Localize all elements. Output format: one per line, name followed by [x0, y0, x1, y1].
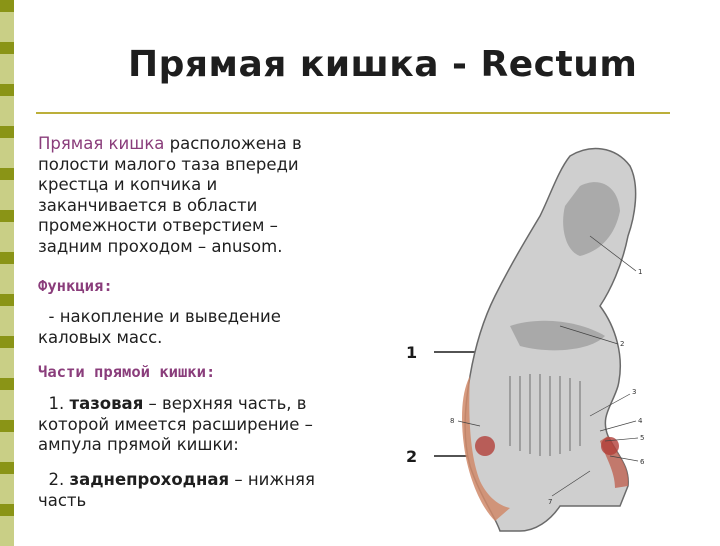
part-2-description: – нижняя часть — [38, 470, 315, 510]
figure-label-1: 1 — [406, 343, 418, 362]
slide-title: Прямая кишка - Rectum — [128, 44, 638, 85]
small-label: 8 — [450, 417, 455, 425]
figure-label-2: 2 — [406, 447, 418, 466]
parts-heading: Части прямой кишки: — [38, 363, 216, 381]
intro-lead: Прямая кишка — [38, 134, 165, 153]
small-label: 3 — [632, 388, 637, 396]
small-label: 7 — [548, 498, 553, 506]
small-label: 2 — [620, 340, 625, 348]
small-label: 5 — [640, 434, 645, 442]
rectum-anatomy-illustration — [440, 126, 680, 540]
part-2-number: 2. — [48, 470, 70, 489]
intro-text: расположена в полости малого таза впереди крестца и копчика и заканчивается в области промежности отверстием – задним проходом – anusom. — [38, 134, 302, 256]
part-2-term: заднепроходная — [69, 470, 230, 489]
part-1-number: 1. — [48, 394, 70, 413]
small-label: 1 — [638, 268, 643, 276]
small-label: 6 — [640, 458, 645, 466]
function-heading: Функция: — [38, 277, 113, 295]
sphincter-left — [475, 436, 495, 456]
part-1-description: – верхняя часть, в которой имеется расширение – ампула прямой кишки: — [38, 394, 313, 454]
part-1-term: тазовая — [69, 394, 144, 413]
function-text: - накопление и выведение каловых масс. — [38, 307, 287, 347]
small-label: 4 — [638, 417, 643, 425]
